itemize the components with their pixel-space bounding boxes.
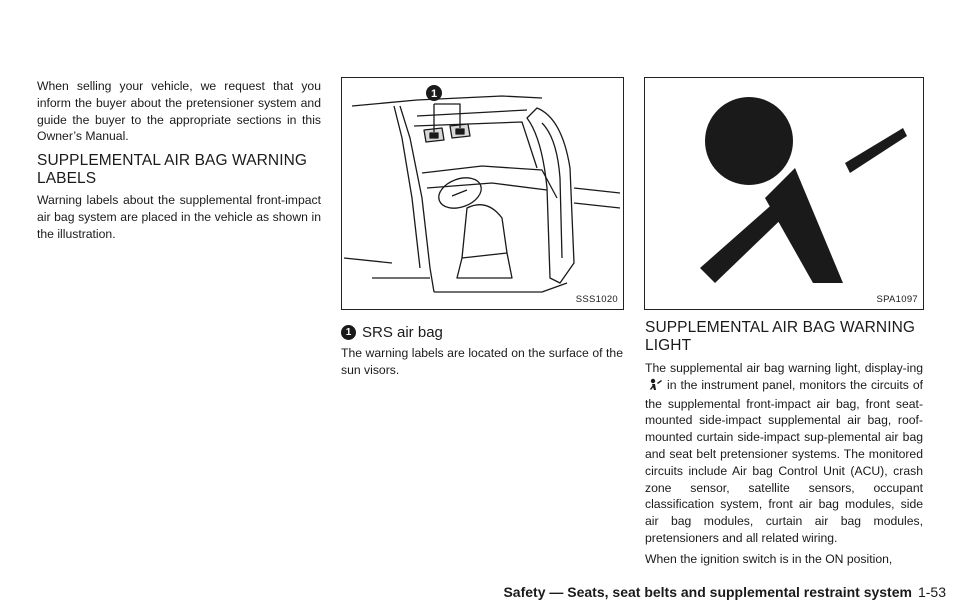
paragraph-end: in the instrument panel, monitors the circuits of the supplemental front-impact air bag, front seat-mounted side-impact supplemental air bag, roof-mounted curtain side-impact sup-plemental air bag and seat belt pretensioner systems. The monitored circuits include Air bag Control Unit (ACU), crash zone sensor, satellite sensors, occupant classification system, front air bag modules, side air bag modules, curtain air bag modules, pretensioners and all related wiring. [645,377,923,545]
airbag-symbol-figure [644,77,924,310]
figure-caption [341,324,623,341]
right-column [645,319,923,568]
middle-column [341,324,623,379]
vehicle-interior-figure [341,77,624,310]
page-footer [503,584,946,600]
labels-paragraph: Warning labels about the supplemental front-impact air bag system are placed in the vehicle as shown in the illustration. [37,193,321,241]
figure-code: SPA1097 [876,294,918,305]
callout-number: 1 [341,325,356,340]
section-title: Safety — Seats, seat belts and supplemental restraint system [503,584,912,600]
figure-code: SSS1020 [575,294,618,305]
ignition-paragraph: When the ignition switch is in the ON position, [645,551,893,566]
vehicle-interior-illustration [342,78,623,309]
caption-label: SRS air bag [362,324,443,341]
left-column [37,78,321,243]
warning-light-heading: SUPPLEMENTAL AIR BAG WARNING LIGHT [645,319,916,354]
warning-light-paragraph [645,360,923,547]
page-number: 1-53 [917,584,946,600]
intro-paragraph: When selling your vehicle, we request that you inform the buyer about the pretensioner system and guide the buyer to the appropriate sections in this Owner’s Manual. [37,79,321,144]
labels-heading: SUPPLEMENTAL AIR BAG WARNING LABELS [37,152,308,188]
visor-paragraph: The warning labels are located on the surface of the sun visors. [341,346,623,377]
callout-marker-number: 1 [430,88,438,100]
airbag-occupant-icon [649,378,663,396]
paragraph-start: The supplemental air bag warning light, display-ing [645,361,923,375]
airbag-warning-symbol [645,78,923,309]
